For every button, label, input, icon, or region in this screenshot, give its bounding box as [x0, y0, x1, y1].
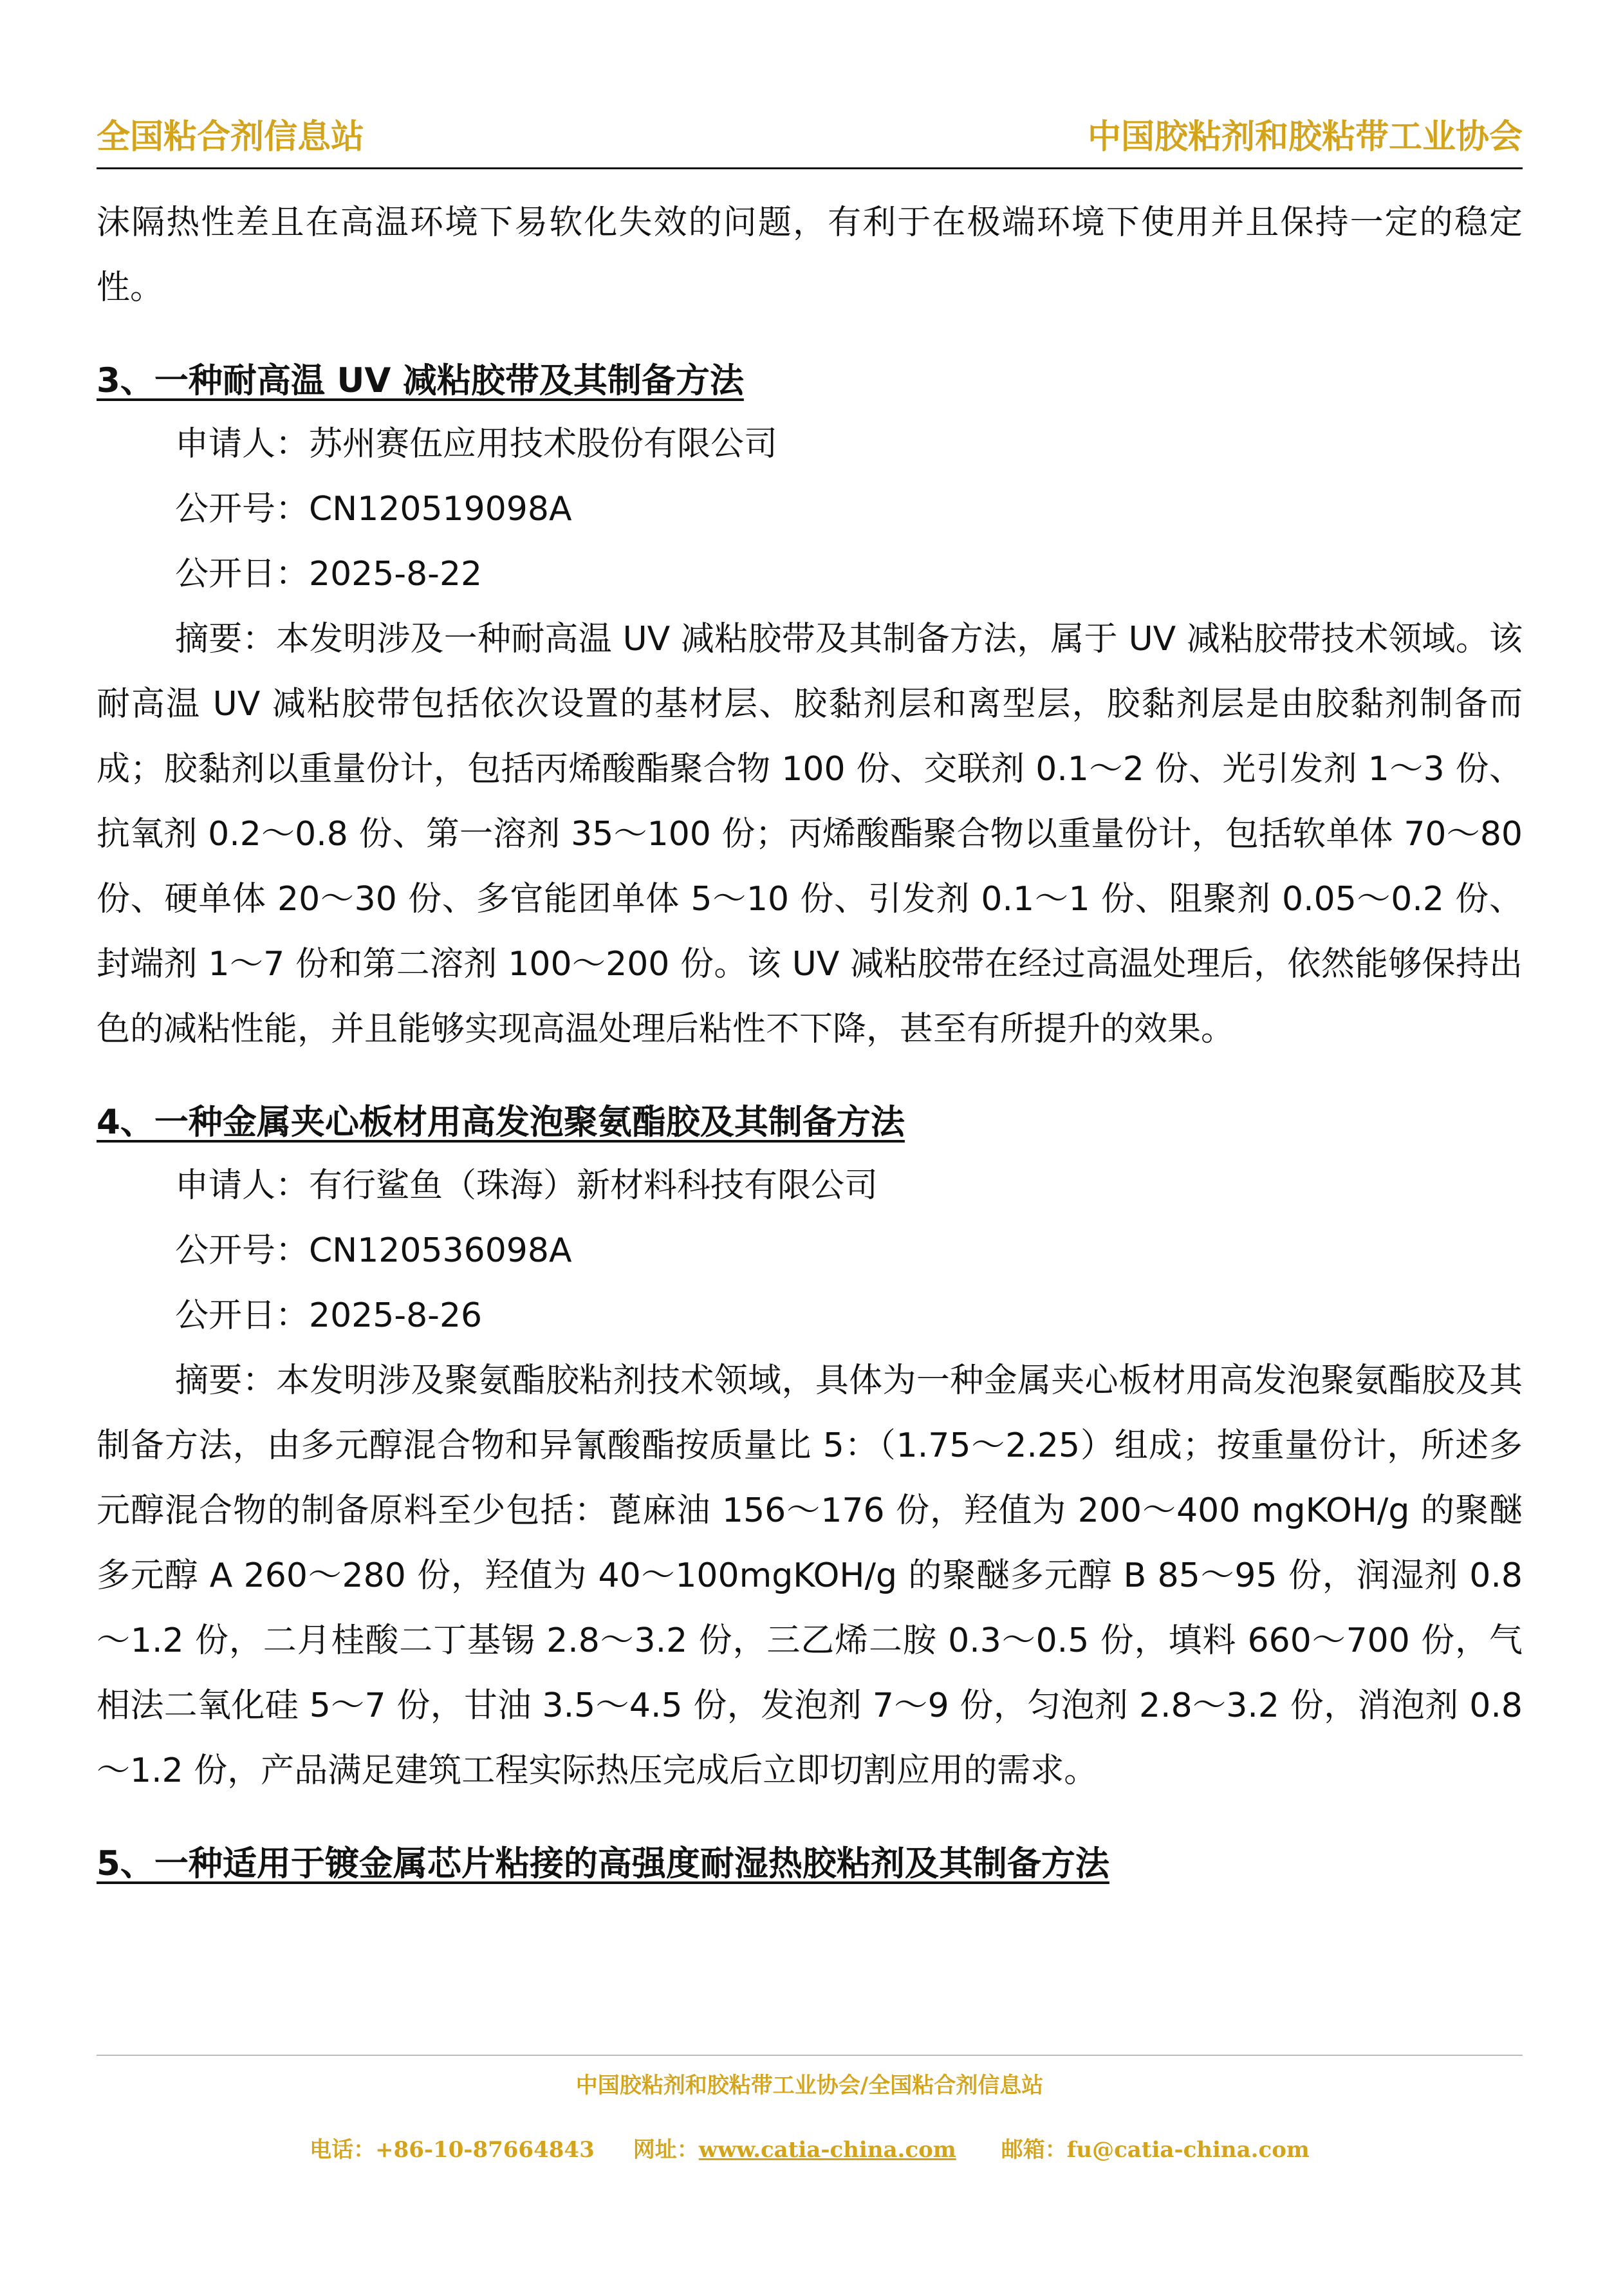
section-4-abstract: 摘要：本发明涉及聚氨酯胶粘剂技术领域，具体为一种金属夹心板材用高发泡聚氨酯胶及其制备方法，由多元醇混合物和异氰酸酯按质量比 5：（1.75～2.25）组成；按重量份计，所述多元醇混合物的制备原料至少包括：蓖麻油 156～176 份，羟值为 200～400 mgKOH/g 的聚醚多元醇 A 260～280 份，羟值为 40～100mgKOH/g 的聚醚多元醇 B 85～95 份，润湿剂 0.8～1.2 份，二月桂酸二丁基锡 2.8～3.2 份，三乙烯二胺 0.3～0.5 份，填料 660～700 份，气相法二氧化硅 5～7 份，甘油 3.5～4.5 份，发泡剂 7～9 份，匀泡剂 2.8～3.2 份，消泡剂 0.8～1.2 份，产品满足建筑工程实际热压完成后立即切割应用的需求。	[97, 1361, 1523, 1790]
page-header	[97, 109, 1523, 169]
footer-email[interactable]: 邮箱：fu@catia-china.com	[1001, 2137, 1310, 2163]
footer-phone: 电话：+86-10-87664843	[310, 2137, 595, 2163]
footer-organization: 中国胶粘剂和胶粘带工业协会/全国粘合剂信息站	[575, 2073, 1044, 2098]
header-association-name: 中国胶粘剂和胶粘带工业协会	[1087, 117, 1523, 156]
section-4-applicant: 申请人：有行鲨鱼（珠海）新材料科技有限公司	[175, 1166, 878, 1205]
section-3-title: 3、一种耐高温 UV 减粘胶带及其制备方法	[97, 361, 744, 400]
section-3-publication-date: 公开日：2025-8-22	[175, 555, 483, 593]
footer-website-link[interactable]: www.catia-china.com	[698, 2137, 956, 2163]
section-3-publication-number: 公开号：CN120519098A	[175, 490, 572, 528]
section-3-abstract: 摘要：本发明涉及一种耐高温 UV 减粘胶带及其制备方法，属于 UV 减粘胶带技术领域。该耐高温 UV 减粘胶带包括依次设置的基材层、胶黏剂层和离型层，胶黏剂层是由胶黏剂制备而成；胶黏剂以重量份计，包括丙烯酸酯聚合物 100 份、交联剂 0.1～2 份、光引发剂 1～3 份、抗氧剂 0.2～0.8 份、第一溶剂 35～100 份；丙烯酸酯聚合物以重量份计，包括软单体 70～80 份、硬单体 20～30 份、多官能团单体 5～10 份、引发剂 0.1～1 份、阻聚剂 0.05～0.2 份、封端剂 1～7 份和第二溶剂 100～200 份。该 UV 减粘胶带在经过高温处理后，依然能够保持出色的减粘性能，并且能够实现高温处理后粘性不下降，甚至有所提升的效果。	[97, 620, 1523, 1049]
section-3-applicant: 申请人：苏州赛伍应用技术股份有限公司	[175, 425, 778, 463]
page-footer	[97, 2055, 1523, 2169]
header-site-name: 全国粘合剂信息站	[97, 117, 365, 156]
section-4-title: 4、一种金属夹心板材用高发泡聚氨酯胶及其制备方法	[97, 1103, 905, 1142]
section-5-title: 5、一种适用于镀金属芯片粘接的高强度耐湿热胶粘剂及其制备方法	[97, 1844, 1109, 1883]
document-body	[97, 191, 1523, 1895]
section-4-publication-number: 公开号：CN120536098A	[175, 1231, 572, 1270]
footer-contact	[97, 2131, 1523, 2169]
section-4-publication-date: 公开日：2025-8-26	[175, 1296, 483, 1335]
intro-continuation: 沫隔热性差且在高温环境下易软化失效的问题，有利于在极端环境下使用并且保持一定的稳定性。	[97, 203, 1523, 307]
footer-website-label: 网址：	[633, 2137, 699, 2163]
